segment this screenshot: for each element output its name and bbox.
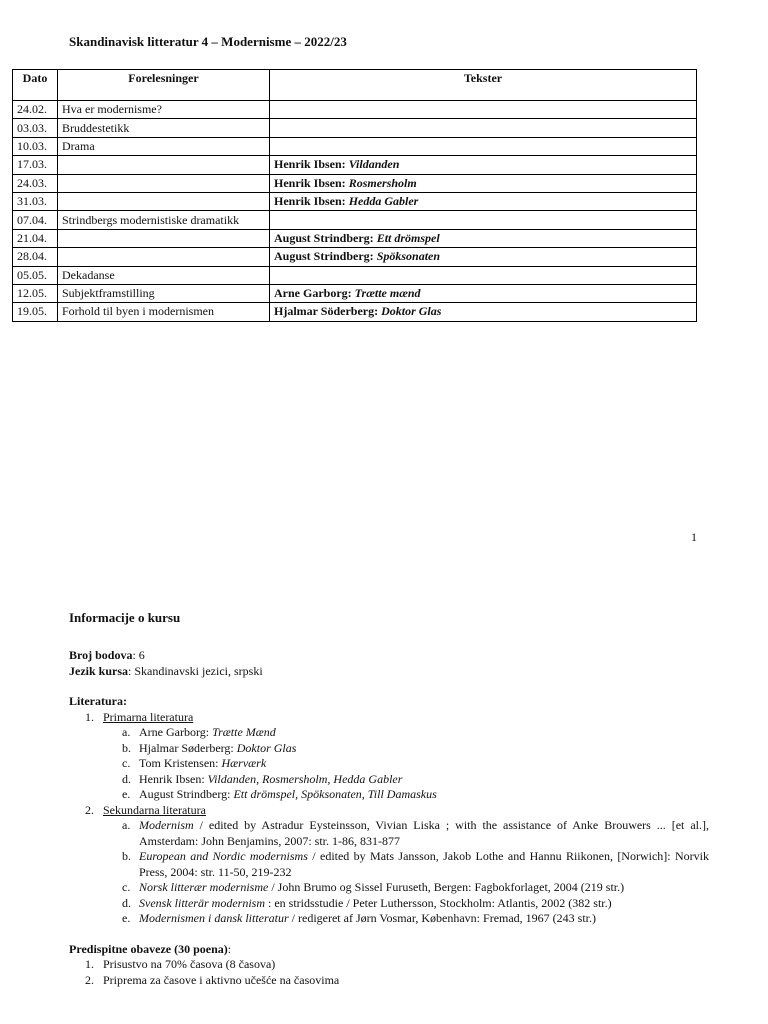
item-author: Tom Kristensen: — [139, 756, 222, 770]
date-cell: 19.05. — [13, 303, 58, 321]
course-info-section — [69, 610, 709, 988]
text-author: Arne Garborg: — [274, 286, 355, 301]
secondary-literature-label: Sekundarna literatura — [103, 802, 206, 817]
date-cell: 24.03. — [13, 174, 58, 192]
text-author: Henrik Ibsen: — [274, 194, 349, 209]
lecture-cell: Dekadanse — [58, 266, 270, 284]
language-label: Jezik kursa — [69, 663, 129, 678]
page-title: Skandinavisk litteratur 4 – Modernisme – 2022/23 — [69, 34, 347, 49]
item-work: Ett drömspel, Spöksonaten, Till Damaskus — [233, 787, 437, 801]
item-author: Arne Garborg: — [139, 725, 213, 739]
list-marker: 1. — [85, 957, 94, 971]
language-value: : Skandinavski jezici, srpski — [128, 663, 263, 678]
list-marker: a. — [122, 725, 131, 739]
date-cell: 05.05. — [13, 266, 58, 284]
page-number: 1 — [691, 530, 697, 544]
secondary-literature-list — [103, 818, 709, 927]
text-cell — [270, 266, 697, 284]
text-cell — [270, 137, 697, 155]
prereq-label: Predispitne obaveze (30 poena) — [69, 941, 228, 956]
item-work: Norsk litterær modernisme — [139, 880, 269, 894]
text-work: Vildanden — [348, 157, 400, 172]
date-cell: 28.04. — [13, 248, 58, 266]
prereq-list — [69, 957, 709, 988]
table-row — [13, 156, 697, 174]
table-header-row — [13, 70, 697, 101]
list-item — [69, 973, 709, 989]
table-row — [13, 174, 697, 192]
text-work: Hedda Gabler — [348, 194, 419, 209]
table-row — [13, 229, 697, 247]
header-date: Dato — [13, 70, 58, 101]
lecture-cell — [58, 229, 270, 247]
credits-label: Broj bodova — [69, 648, 133, 662]
language-line — [69, 664, 709, 680]
item-work: Svensk litterär modernism — [139, 895, 265, 910]
list-item — [103, 880, 709, 896]
text-cell — [270, 211, 697, 229]
text-author: August Strindberg: — [274, 230, 377, 245]
item-work: Trætte Mænd — [212, 725, 276, 739]
list-item — [103, 911, 709, 927]
primary-literature — [69, 710, 709, 803]
credits-line — [69, 648, 709, 664]
schedule-body — [13, 101, 697, 322]
list-marker: d. — [122, 895, 131, 910]
schedule-table — [12, 69, 697, 322]
item-work: Modernismen i dansk litteratur — [139, 911, 289, 925]
header-texts: Tekster — [270, 70, 697, 101]
list-item — [103, 741, 709, 757]
prereq-colon: : — [227, 941, 232, 956]
list-marker: b. — [122, 849, 131, 863]
table-row — [13, 266, 697, 284]
list-item — [103, 849, 709, 880]
lecture-cell: Hva er modernisme? — [58, 101, 270, 119]
date-cell: 03.03. — [13, 119, 58, 137]
table-row — [13, 284, 697, 302]
item-details: / redigeret af Jørn Vosmar, København: Fremad, 1967 (243 str.) — [288, 911, 597, 925]
text-cell — [270, 156, 697, 174]
item-text: Priprema za časove i aktivno učešće na časovima — [103, 972, 340, 987]
date-cell: 17.03. — [13, 156, 58, 174]
text-work: Ett drömspel — [376, 230, 440, 245]
prereq-heading — [69, 942, 709, 958]
table-row — [13, 137, 697, 155]
text-author: August Strindberg: — [274, 249, 377, 264]
list-item — [103, 896, 709, 912]
item-work: European and Nordic modernisms — [139, 849, 308, 863]
credits-value: : 6 — [132, 648, 145, 662]
lecture-cell — [58, 174, 270, 192]
primary-literature-label: Primarna literatura — [103, 709, 194, 724]
item-details: : en stridsstudie / Peter Luthersson, Stockholm: Atlantis, 2002 (382 str.) — [264, 895, 612, 910]
lecture-cell: Subjektframstilling — [58, 284, 270, 302]
table-row — [13, 192, 697, 210]
list-marker: 1. — [85, 709, 94, 724]
item-details: / edited by Astradur Eysteinsson, Vivian Liska ; with the assistance of Anke Brouwers ... [et al.], Amsterdam: John Benjamins, 2007: str. 1-86, 831-877 — [139, 818, 709, 848]
item-text: Prisustvo na 70% časova (8 časova) — [103, 957, 276, 971]
item-author: Hjalmar Søderberg: — [139, 740, 237, 755]
table-row — [13, 303, 697, 321]
date-cell: 21.04. — [13, 229, 58, 247]
list-item — [69, 957, 709, 973]
item-work: Modernism — [139, 818, 194, 832]
literature-list — [69, 710, 709, 927]
date-cell: 24.02. — [13, 101, 58, 119]
item-work: Hærværk — [221, 756, 267, 770]
list-marker: a. — [122, 818, 131, 832]
list-marker: c. — [122, 756, 131, 770]
table-row — [13, 119, 697, 137]
lecture-cell: Strindbergs modernistiske dramatikk — [58, 211, 270, 229]
item-details: / edited by Mats Jansson, Jakob Lothe and Hannu Riikonen, [Norwich]: Norvik Press, 2004: str. 11-50, 219-232 — [139, 849, 709, 879]
text-cell — [270, 303, 697, 321]
item-author: Henrik Ibsen: — [139, 771, 208, 786]
text-cell — [270, 119, 697, 137]
list-marker: e. — [122, 911, 131, 925]
text-cell — [270, 101, 697, 119]
list-item — [103, 818, 709, 849]
item-details: / John Brumo og Sissel Furuseth, Bergen: Fagbokforlaget, 2004 (219 str.) — [268, 880, 625, 894]
lecture-cell: Forhold til byen i modernismen — [58, 303, 270, 321]
table-row — [13, 211, 697, 229]
lecture-cell: Drama — [58, 137, 270, 155]
text-cell — [270, 248, 697, 266]
date-cell: 31.03. — [13, 192, 58, 210]
list-marker: d. — [122, 771, 131, 786]
lecture-cell: Bruddestetikk — [58, 119, 270, 137]
course-info-title: Informacije o kursu — [69, 610, 181, 625]
header-lectures: Forelesninger — [58, 70, 270, 101]
literature-label: Literatura: — [69, 694, 127, 708]
list-item — [103, 725, 709, 741]
list-item — [103, 772, 709, 788]
list-marker: b. — [122, 740, 131, 755]
text-work: Spöksonaten — [376, 249, 441, 264]
list-marker: e. — [122, 787, 131, 801]
secondary-literature — [69, 803, 709, 927]
text-author: Hjalmar Söderberg: — [274, 304, 382, 319]
list-item — [103, 756, 709, 772]
list-marker: 2. — [85, 802, 94, 817]
lecture-cell — [58, 192, 270, 210]
item-work: Vildanden, Rosmersholm, Hedda Gabler — [207, 771, 403, 786]
table-row — [13, 248, 697, 266]
text-work: Rosmersholm — [348, 175, 417, 190]
text-cell — [270, 229, 697, 247]
lecture-cell — [58, 156, 270, 174]
primary-literature-list — [103, 725, 709, 803]
date-cell: 10.03. — [13, 137, 58, 155]
text-work: Trætte mænd — [354, 286, 421, 301]
text-cell — [270, 192, 697, 210]
text-work: Doktor Glas — [381, 304, 442, 319]
date-cell: 07.04. — [13, 211, 58, 229]
text-author: Henrik Ibsen: — [274, 157, 349, 172]
text-cell — [270, 284, 697, 302]
table-row — [13, 101, 697, 119]
lecture-cell — [58, 248, 270, 266]
text-cell — [270, 174, 697, 192]
text-author: Henrik Ibsen: — [274, 175, 349, 190]
list-marker: 2. — [85, 972, 94, 987]
date-cell: 12.05. — [13, 284, 58, 302]
list-marker: c. — [122, 880, 131, 894]
list-item — [103, 787, 709, 803]
item-work: Doktor Glas — [236, 740, 297, 755]
item-author: August Strindberg: — [139, 787, 234, 801]
